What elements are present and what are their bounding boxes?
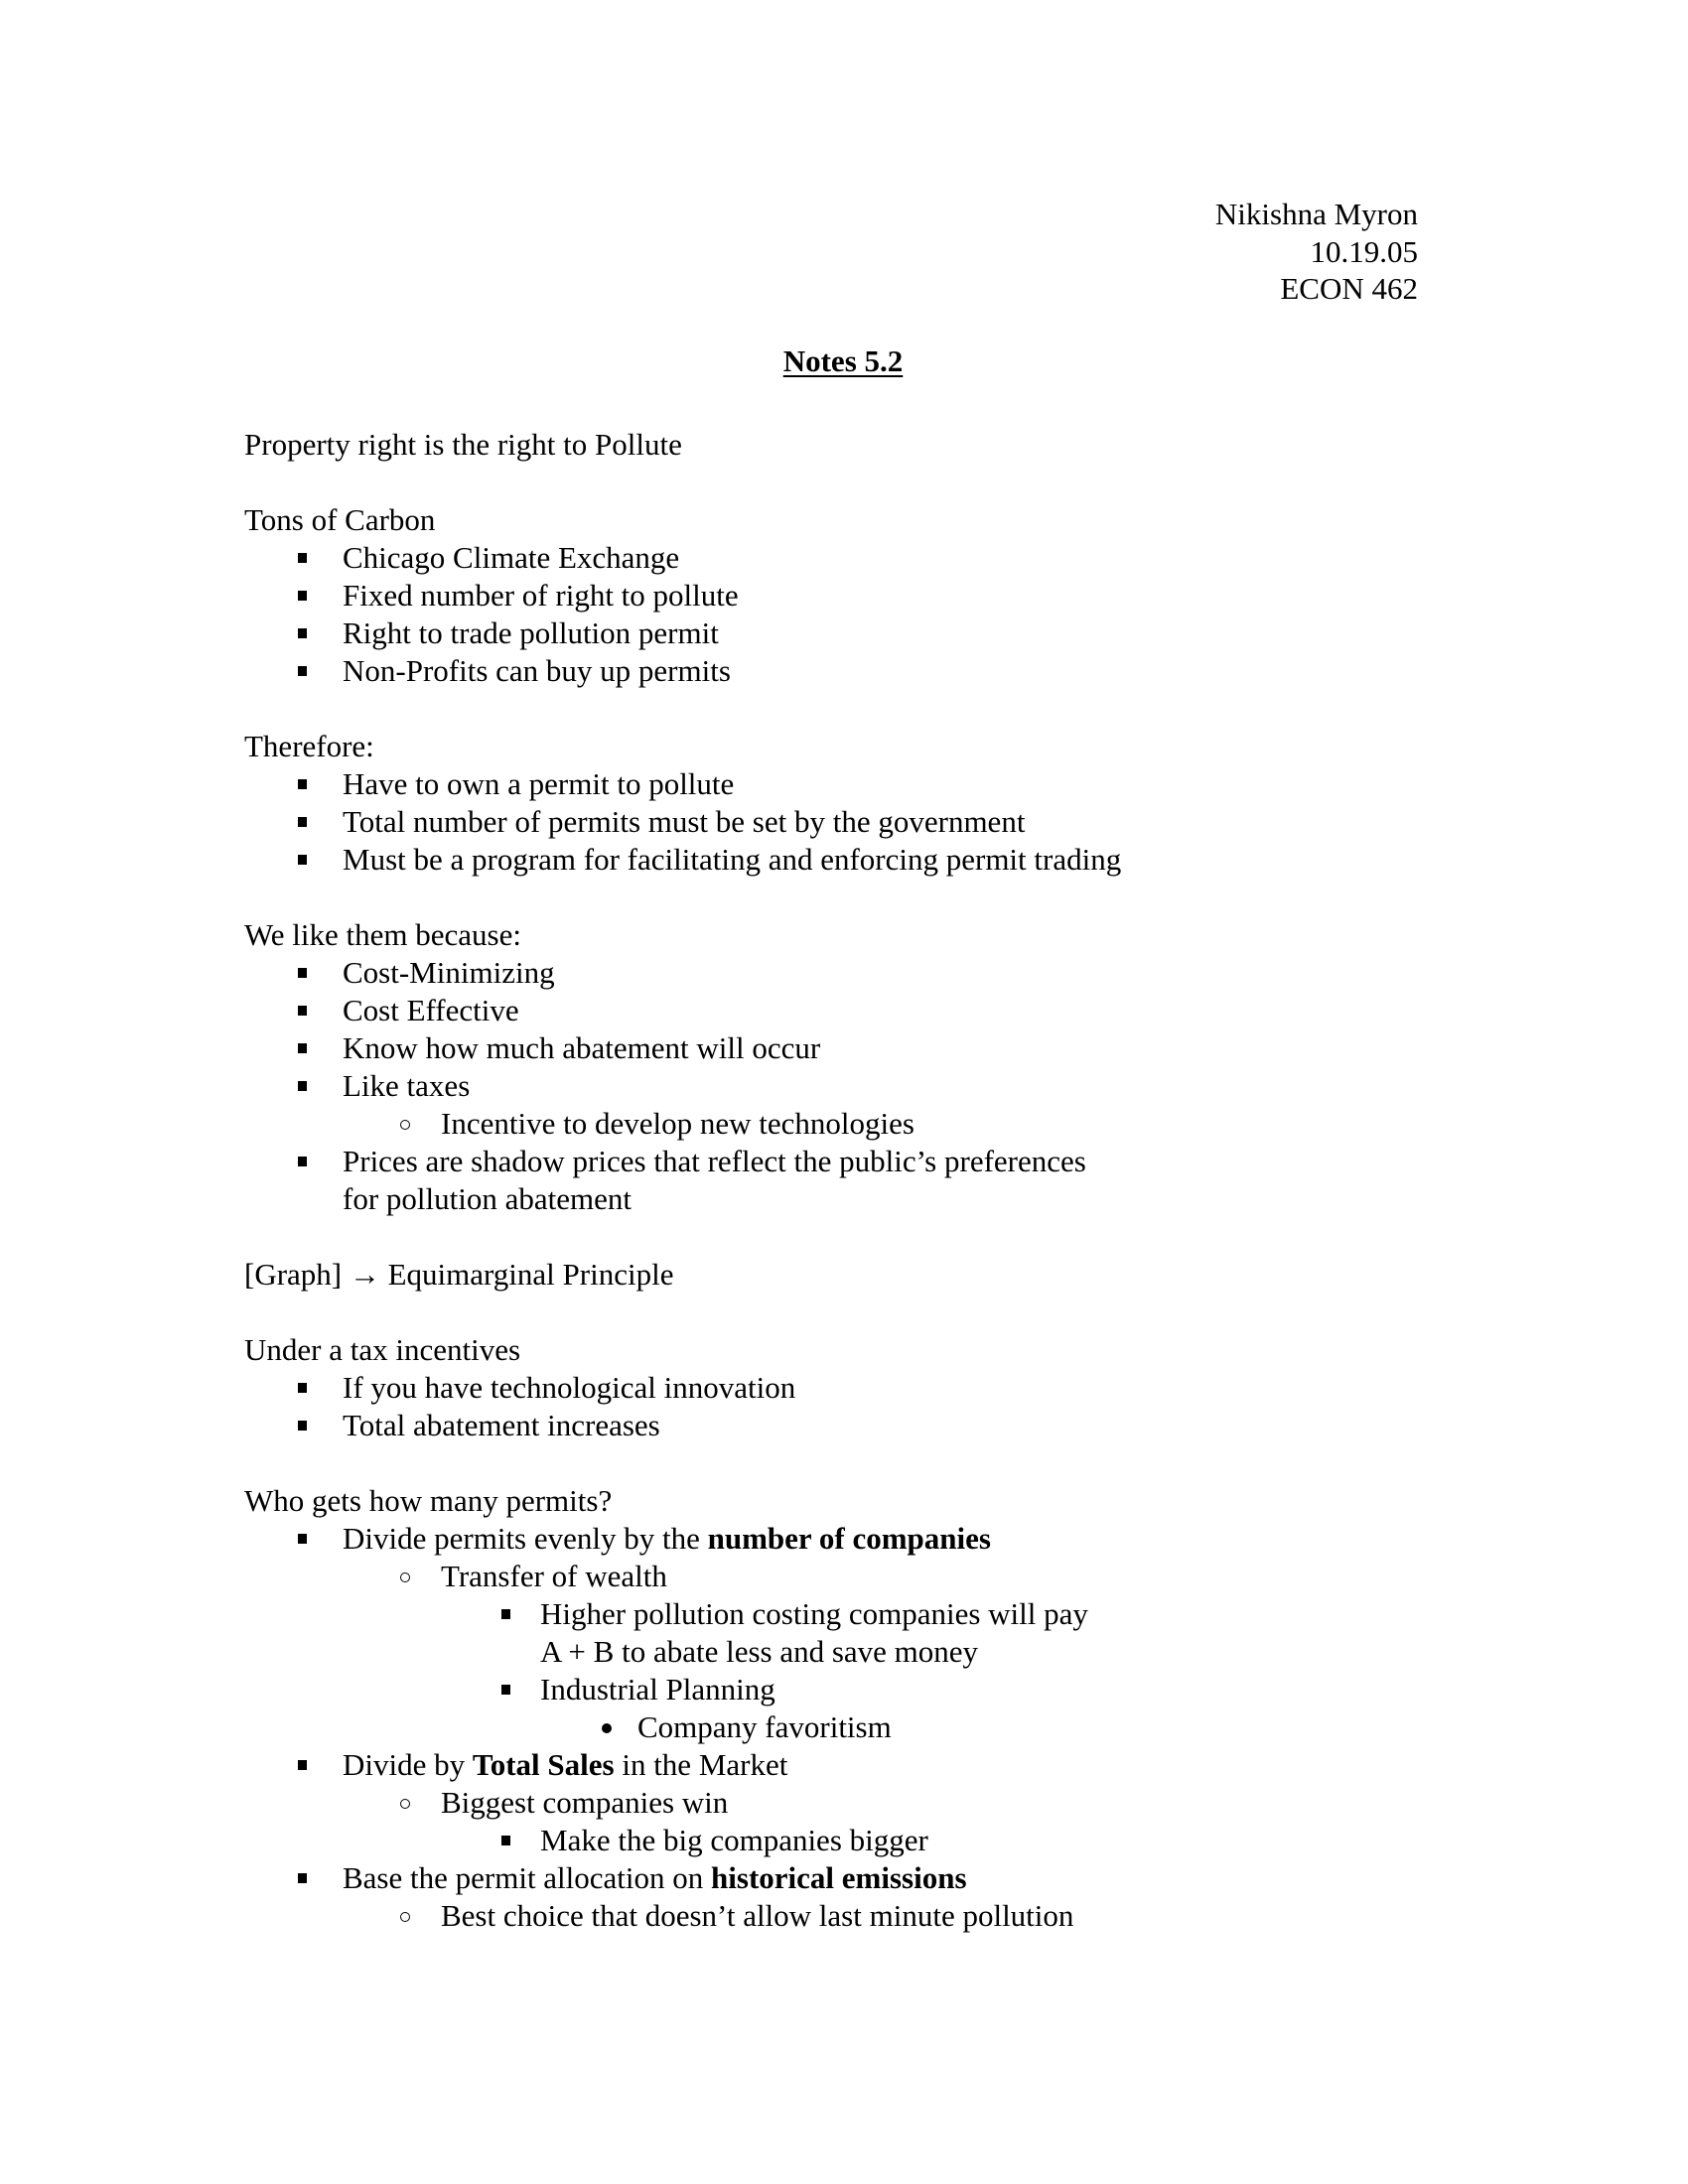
list-item-text: A + B to abate less and save money [540,1634,979,1669]
who-heading: Who gets how many permits? [244,1483,613,1518]
list-item-text: Like taxes [343,1068,471,1103]
bold-text: historical emissions [711,1860,967,1895]
square-bullet-icon [298,1006,307,1016]
list-item [244,1859,1436,1897]
section-heading [244,728,1436,765]
list-item [244,1746,1436,1784]
sub-sub-list-item [244,1671,1436,1708]
list-item-text: Company favoritism [637,1709,892,1744]
list-item-text: for pollution abatement [343,1181,632,1216]
list-item-text [343,1746,787,1784]
square-bullet-icon [501,1836,510,1845]
square-bullet-icon [298,1760,307,1770]
square-bullet-icon [298,779,307,789]
square-bullet-icon [298,1081,307,1091]
blank-line [244,464,1436,501]
sub-list-item [244,1105,1436,1143]
list-item [244,1407,1436,1444]
list-item [244,841,1436,879]
graph-text: Equimarginal Principle [387,1257,674,1292]
list-item [244,577,1436,614]
list-item [244,1067,1436,1105]
list-item-text: If you have technological innovation [343,1370,796,1405]
list-item [244,992,1436,1029]
list-item-text: Cost-Minimizing [343,955,555,990]
list-item-text: Have to own a permit to pollute [343,766,735,801]
list-item-text [343,1859,967,1897]
square-bullet-icon [298,855,307,865]
list-item [244,1369,1436,1407]
list-item-continuation [244,1180,1436,1218]
list-item [244,765,1436,803]
list-item [244,1143,1436,1180]
text-run: Divide permits evenly by the [343,1521,708,1556]
list-item-text: Best choice that doesn’t allow last minute pollution [441,1898,1074,1933]
date: 10.19.05 [1310,233,1418,269]
list-item-text: Total abatement increases [343,1408,660,1442]
list-item-text: Must be a program for facilitating and enforcing permit trading [343,842,1122,877]
section-heading [244,501,1436,539]
square-bullet-icon [298,1534,307,1544]
bold-text: number of companies [707,1521,991,1556]
list-item-text: Make the big companies bigger [540,1823,928,1857]
list-item-text: Non-Profits can buy up permits [343,653,731,688]
section-heading [244,1482,1436,1520]
blank-line [244,1294,1436,1331]
sub-sub-list-item [244,1822,1436,1859]
square-bullet-icon [298,968,307,978]
property-heading: Property right is the right to Pollute [244,427,682,462]
list-item-text: Incentive to develop new technologies [441,1106,914,1141]
section-heading [244,426,1436,464]
square-bullet-icon [298,628,307,638]
list-item [244,1029,1436,1067]
blank-line [244,879,1436,916]
list-item-text: Transfer of wealth [441,1559,667,1593]
level-4-list-item [244,1708,1436,1746]
list-item-text: Higher pollution costing companies will pay [540,1596,1088,1631]
list-item-text: Right to trade pollution permit [343,615,719,650]
notes-body [244,426,1436,1935]
square-bullet-icon [298,553,307,563]
sub-list-item [244,1897,1436,1935]
circle-bullet-icon [400,1572,410,1582]
square-bullet-icon [298,1157,307,1166]
list-item-text: Chicago Climate Exchange [343,540,680,575]
list-item [244,614,1436,652]
list-item [244,954,1436,992]
square-bullet-icon [298,1421,307,1431]
square-bullet-icon [298,1383,307,1393]
square-bullet-icon [298,666,307,676]
sub-list-item [244,1558,1436,1595]
graph-note [244,1256,1436,1294]
header-block [1215,196,1418,308]
list-item-text: Total number of permits must be set by the government [343,804,1026,839]
text-run: Divide by [343,1747,473,1782]
list-item-text: Know how much abatement will occur [343,1030,821,1065]
list-item [244,1520,1436,1558]
square-bullet-icon [298,1873,307,1883]
square-bullet-icon [501,1609,510,1619]
square-bullet-icon [298,591,307,601]
list-item [244,652,1436,690]
blank-line [244,1444,1436,1482]
circle-bullet-icon [400,1799,410,1809]
list-item-text: Prices are shadow prices that reflect the public’s preferences [343,1144,1086,1178]
tax-heading: Under a tax incentives [244,1332,521,1367]
square-bullet-icon [298,817,307,827]
section-heading [244,916,1436,954]
list-item [244,539,1436,577]
list-item-continuation [244,1633,1436,1671]
text-run: Base the permit allocation on [343,1860,712,1895]
circle-bullet-icon [400,1912,410,1922]
sub-sub-list-item [244,1595,1436,1633]
square-bullet-icon [501,1685,510,1695]
list-item-text: Industrial Planning [540,1672,775,1706]
list-item-text: Fixed number of right to pollute [343,578,739,613]
section-heading [244,1331,1436,1369]
sub-list-item [244,1784,1436,1822]
like-heading: We like them because: [244,917,521,952]
circle-bullet-icon [400,1120,410,1130]
graph-prefix: [Graph] [244,1257,343,1292]
text-run: in the Market [614,1747,788,1782]
bold-text: Total Sales [472,1747,615,1782]
author-name: Nikishna Myron [1214,197,1418,231]
course-code: ECON 462 [1280,271,1418,306]
list-item-text: Biggest companies win [441,1785,729,1820]
page-title: Notes 5.2 [782,343,904,378]
right-arrow-icon: → [349,1257,380,1292]
graph-line [244,1256,673,1294]
square-bullet-icon [298,1043,307,1053]
blank-line [244,690,1436,728]
blank-line [244,1218,1436,1256]
list-item-text: Cost Effective [343,993,519,1027]
dot-bullet-icon [602,1723,612,1733]
list-item-text [343,1520,991,1558]
list-item [244,803,1436,841]
therefore-heading: Therefore: [244,729,374,763]
tons-heading: Tons of Carbon [244,502,436,537]
